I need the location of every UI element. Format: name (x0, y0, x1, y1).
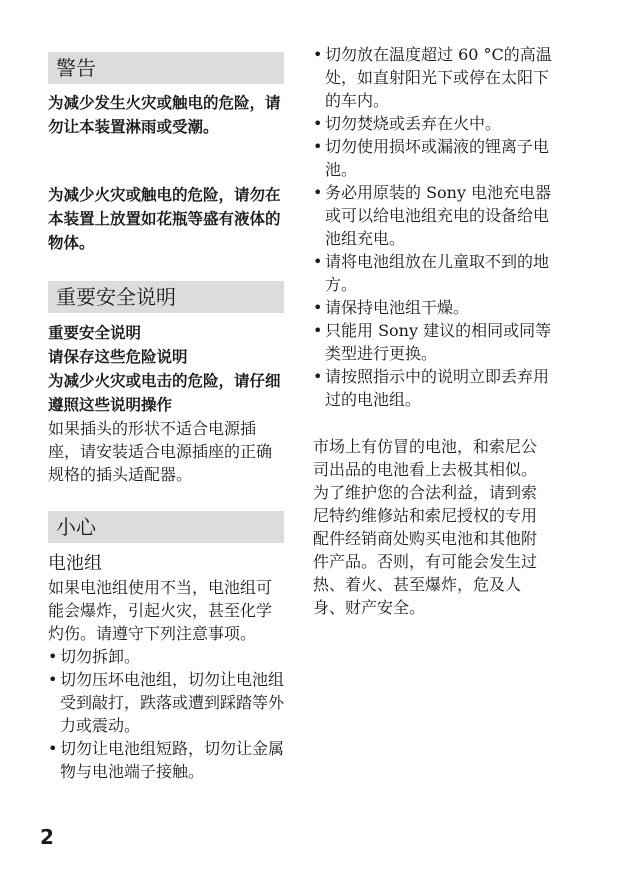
counterfeit-notice: 市场上有仿冒的电池，和索尼公司出品的电池看上去极其相似。为了维护您的合法利益，请到索尼特约维修站和索尼授权的专用配件经销商处购买电池和其他附件产品。否则，有可能会发生过热、着火、甚至爆炸，危及人身、财产安全。 (313, 437, 538, 617)
list-item: • 切勿拆卸。 (48, 647, 141, 666)
list-item: • 切勿压坏电池组，切勿让电池组受到敲打，跌落或遭到踩踏等外力或震动。 (48, 670, 285, 735)
list-item: • 请保持电池组干燥。 (313, 298, 470, 317)
safety-block (48, 321, 286, 486)
list-item: • 切勿让电池组短路，切勿让金属物与电池端子接触。 (48, 739, 285, 781)
list-item: • 务必用原装的 Sony 电池充电器或可以给电池组充电的设备给电池组充电。 (313, 183, 552, 248)
safety-line-2: 请保存这些危险说明 (48, 348, 188, 366)
battery-subheading: 电池组 (48, 553, 102, 574)
list-item: • 切勿放在温度超过 60 °C的高温处，如直射阳光下或停在太阳下的车内。 (313, 45, 552, 110)
safety-heading: 重要安全说明 (48, 281, 284, 313)
battery-intro: 如果电池组使用不当，电池组可能会爆炸，引起火灾，甚至化学灼伤。请遵守下列注意事项。 (48, 578, 273, 643)
battery-caution-list-continued (313, 43, 553, 411)
safety-line-3: 为减少火灾或电击的危险，请仔细遵照这些说明操作 (48, 372, 281, 414)
list-item: • 请按照指示中的说明立即丢弃用过的电池组。 (313, 367, 550, 409)
caution-heading: 小心 (48, 511, 284, 543)
safety-body: 如果插头的形状不适合电源插座，请安装适合电源插座的正确规格的插头适配器。 (48, 419, 273, 484)
list-item: • 只能用 Sony 建议的相同或同等类型进行更换。 (313, 321, 552, 363)
warning-paragraph-2: 为减少火灾或触电的危险，请勿在本装置上放置如花瓶等盛有液体的物体。 (48, 186, 281, 252)
caution-block (48, 552, 286, 783)
list-item: • 切勿焚烧或丢弃在火中。 (313, 114, 502, 133)
list-item: • 切勿使用损坏或漏液的锂离子电池。 (313, 137, 550, 179)
battery-caution-list (48, 645, 286, 783)
page-number: 2 (40, 825, 54, 849)
list-item: • 请将电池组放在儿童取不到的地方。 (313, 252, 550, 294)
warning-paragraph-1: 为减少发生火灾或触电的危险，请勿让本装置淋雨或受潮。 (48, 94, 281, 136)
safety-line-1: 重要安全说明 (48, 324, 142, 342)
warning-heading: 警告 (48, 52, 284, 84)
